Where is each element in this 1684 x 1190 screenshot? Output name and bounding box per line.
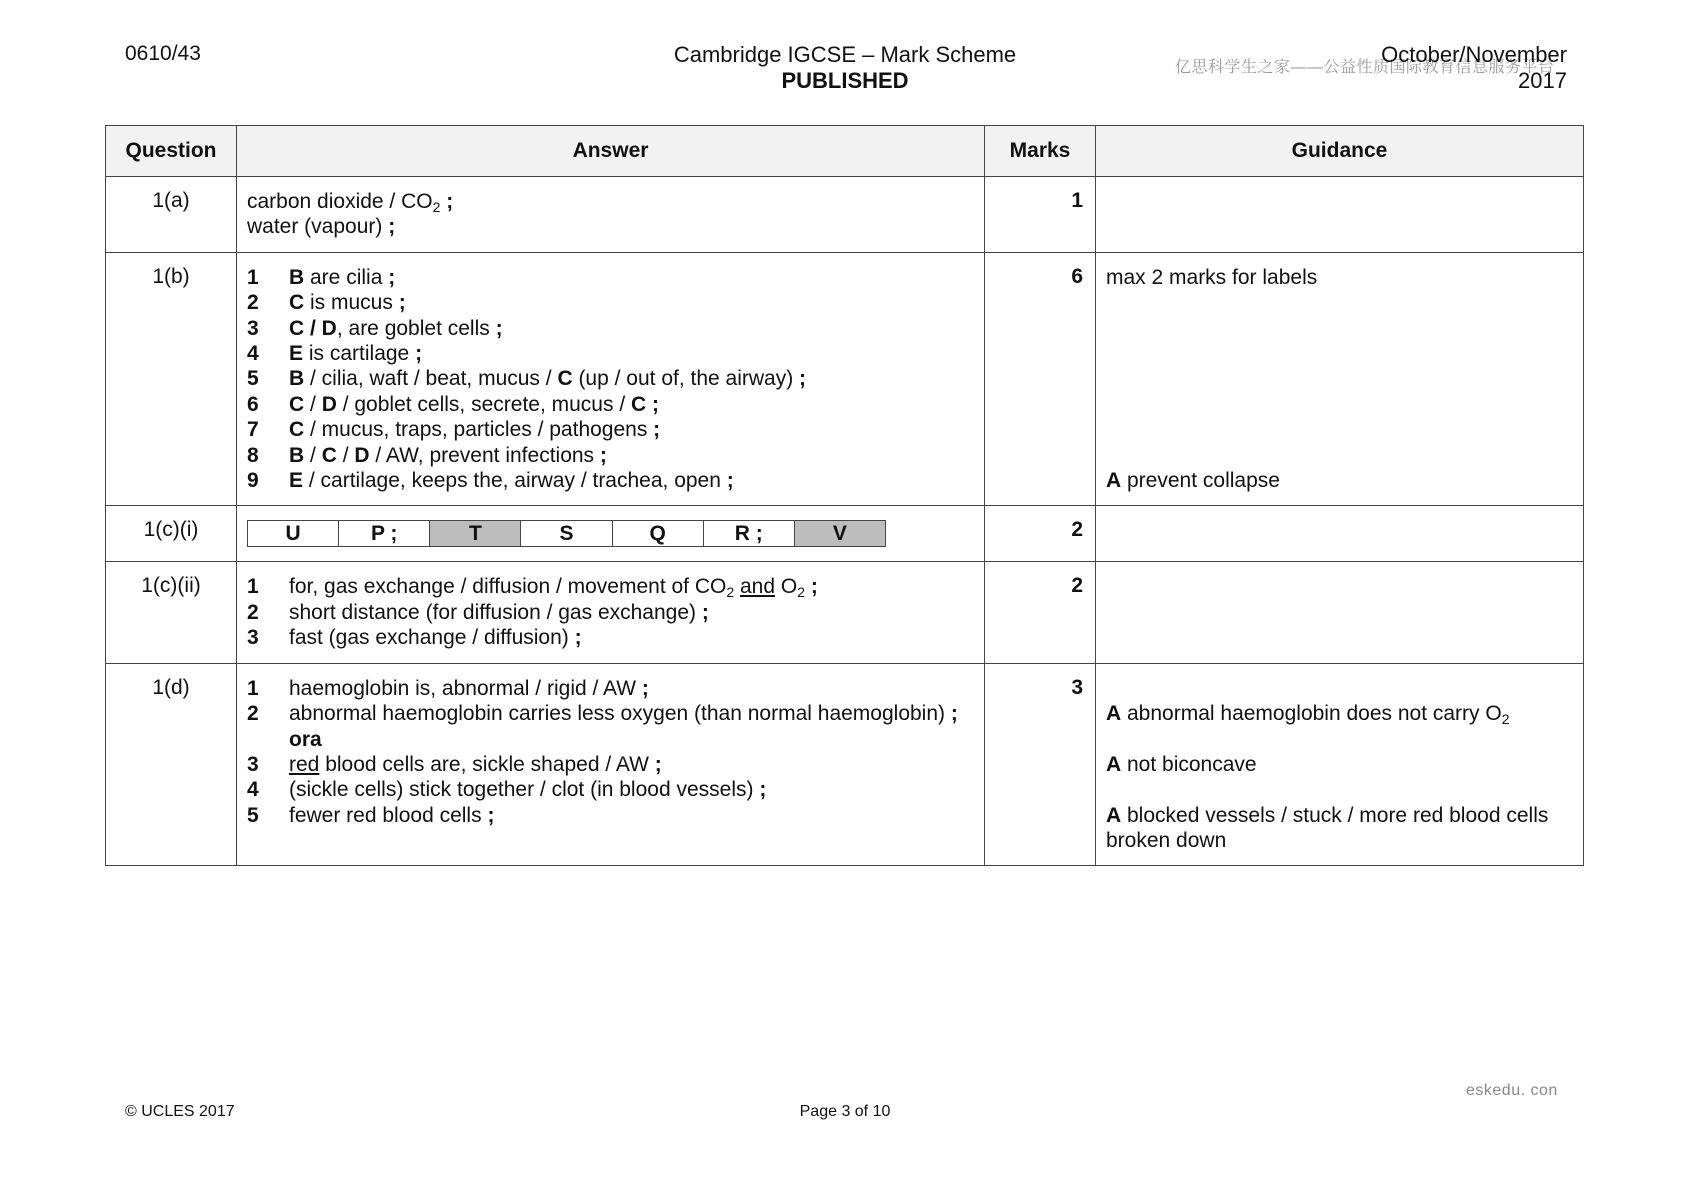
question-number: 1(d) <box>106 663 237 866</box>
header-marks: Marks <box>985 126 1096 177</box>
answer-line: 3 red blood cells are, sickle shaped / AW ; <box>247 752 662 776</box>
guidance-cell <box>1096 562 1584 663</box>
answer-line: 6 C / D / goblet cells, secrete, mucus / C ; <box>247 392 659 416</box>
guidance-line: A not biconcave <box>1106 752 1257 776</box>
sequence-box: Q <box>612 521 703 546</box>
answer-line: water (vapour) ; <box>247 215 396 239</box>
answer-cell <box>237 177 985 253</box>
guidance-line: A prevent collapse <box>1106 468 1280 492</box>
answer-line: 2 abnormal haemoglobin carries less oxygen (than normal haemoglobin) ; ora <box>247 702 958 751</box>
exam-year: 2017 <box>1518 68 1567 93</box>
marks-value: 1 <box>985 177 1096 253</box>
table-row <box>106 506 1584 562</box>
answer-cell <box>237 663 985 866</box>
sequence-boxes <box>247 520 886 547</box>
answer-cell <box>237 562 985 663</box>
sequence-box: V <box>794 521 885 546</box>
answer-line: 9 E / cartilage, keeps the, airway / trachea, open ; <box>247 469 734 493</box>
answer-line: 5 fewer red blood cells ; <box>247 803 495 827</box>
sequence-box: R ; <box>703 521 794 546</box>
guidance-cell <box>1096 252 1584 506</box>
question-number: 1(c)(ii) <box>106 562 237 663</box>
page-number: Page 3 of 10 <box>799 1103 891 1120</box>
copyright: © UCLES 2017 <box>125 1103 235 1120</box>
guidance-line: A blocked vessels / stuck / more red blood cells broken down <box>1106 803 1549 853</box>
answer-line: 1 for, gas exchange / diffusion / movement of $CO_2$ and $O_2$ ; <box>247 575 818 601</box>
paper-code: 0610/43 <box>125 42 201 65</box>
table-header-row <box>106 126 1584 177</box>
guidance-cell <box>1096 663 1584 866</box>
table-row <box>106 562 1584 663</box>
document-title-block <box>600 42 1090 94</box>
published-label: PUBLISHED <box>781 68 909 93</box>
answer-line: 3 C / D, are goblet cells ; <box>247 316 503 340</box>
sequence-box: S <box>520 521 611 546</box>
guidance-line: A abnormal haemoglobin does not carry $O_2$ <box>1106 702 1510 728</box>
table-row <box>106 252 1584 506</box>
question-number: 1(c)(i) <box>106 506 237 562</box>
answer-line: carbon dioxide / $CO_2$ ; <box>247 190 454 215</box>
sequence-box: T <box>429 521 520 546</box>
answer-line: 5 B / cilia, waft / beat, mucus / C (up / out of, the airway) ; <box>247 367 807 391</box>
exam-session-block <box>1381 42 1567 94</box>
header-watermark: 亿思科学生之家——公益性质国际教育信息服务平台 <box>1175 59 1555 76</box>
header-answer: Answer <box>237 126 985 177</box>
marks-value: 2 <box>985 506 1096 562</box>
question-number: 1(b) <box>106 252 237 506</box>
guidance-cell <box>1096 177 1584 253</box>
answer-line: 7 C / mucus, traps, particles / pathogens ; <box>247 418 661 442</box>
answer-line: 1 B are cilia ; <box>247 265 396 289</box>
document-title: Cambridge IGCSE – Mark Scheme <box>673 42 1017 67</box>
guidance-line: max 2 marks for labels <box>1106 265 1318 289</box>
exam-session: October/November <box>1381 42 1567 67</box>
question-number: 1(a) <box>106 177 237 253</box>
answer-line: 4 E is cartilage ; <box>247 342 423 366</box>
table-row <box>106 177 1584 253</box>
mark-scheme-table <box>105 125 1584 866</box>
marks-value: 6 <box>985 252 1096 506</box>
answer-cell <box>237 252 985 506</box>
answer-line: 4 (sickle cells) stick together / clot (in blood vessels) ; <box>247 778 767 802</box>
header-guidance: Guidance <box>1096 126 1584 177</box>
sequence-box: U <box>285 522 301 546</box>
marks-value: 2 <box>985 562 1096 663</box>
answer-cell <box>237 506 985 562</box>
table-row <box>106 663 1584 866</box>
footer-watermark: eskedu. con <box>1466 1082 1558 1099</box>
answer-line: 3 fast (gas exchange / diffusion) ; <box>247 626 582 650</box>
answer-line: 2 C is mucus ; <box>247 291 406 315</box>
sequence-box: P ; <box>338 521 429 546</box>
header-question: Question <box>106 126 237 177</box>
marks-value: 3 <box>985 663 1096 866</box>
guidance-cell <box>1096 506 1584 562</box>
answer-line: 2 short distance (for diffusion / gas exchange) ; <box>247 600 709 624</box>
answer-line: 1 haemoglobin is, abnormal / rigid / AW ; <box>247 676 649 700</box>
answer-line: 8 B / C / D / AW, prevent infections ; <box>247 443 607 467</box>
